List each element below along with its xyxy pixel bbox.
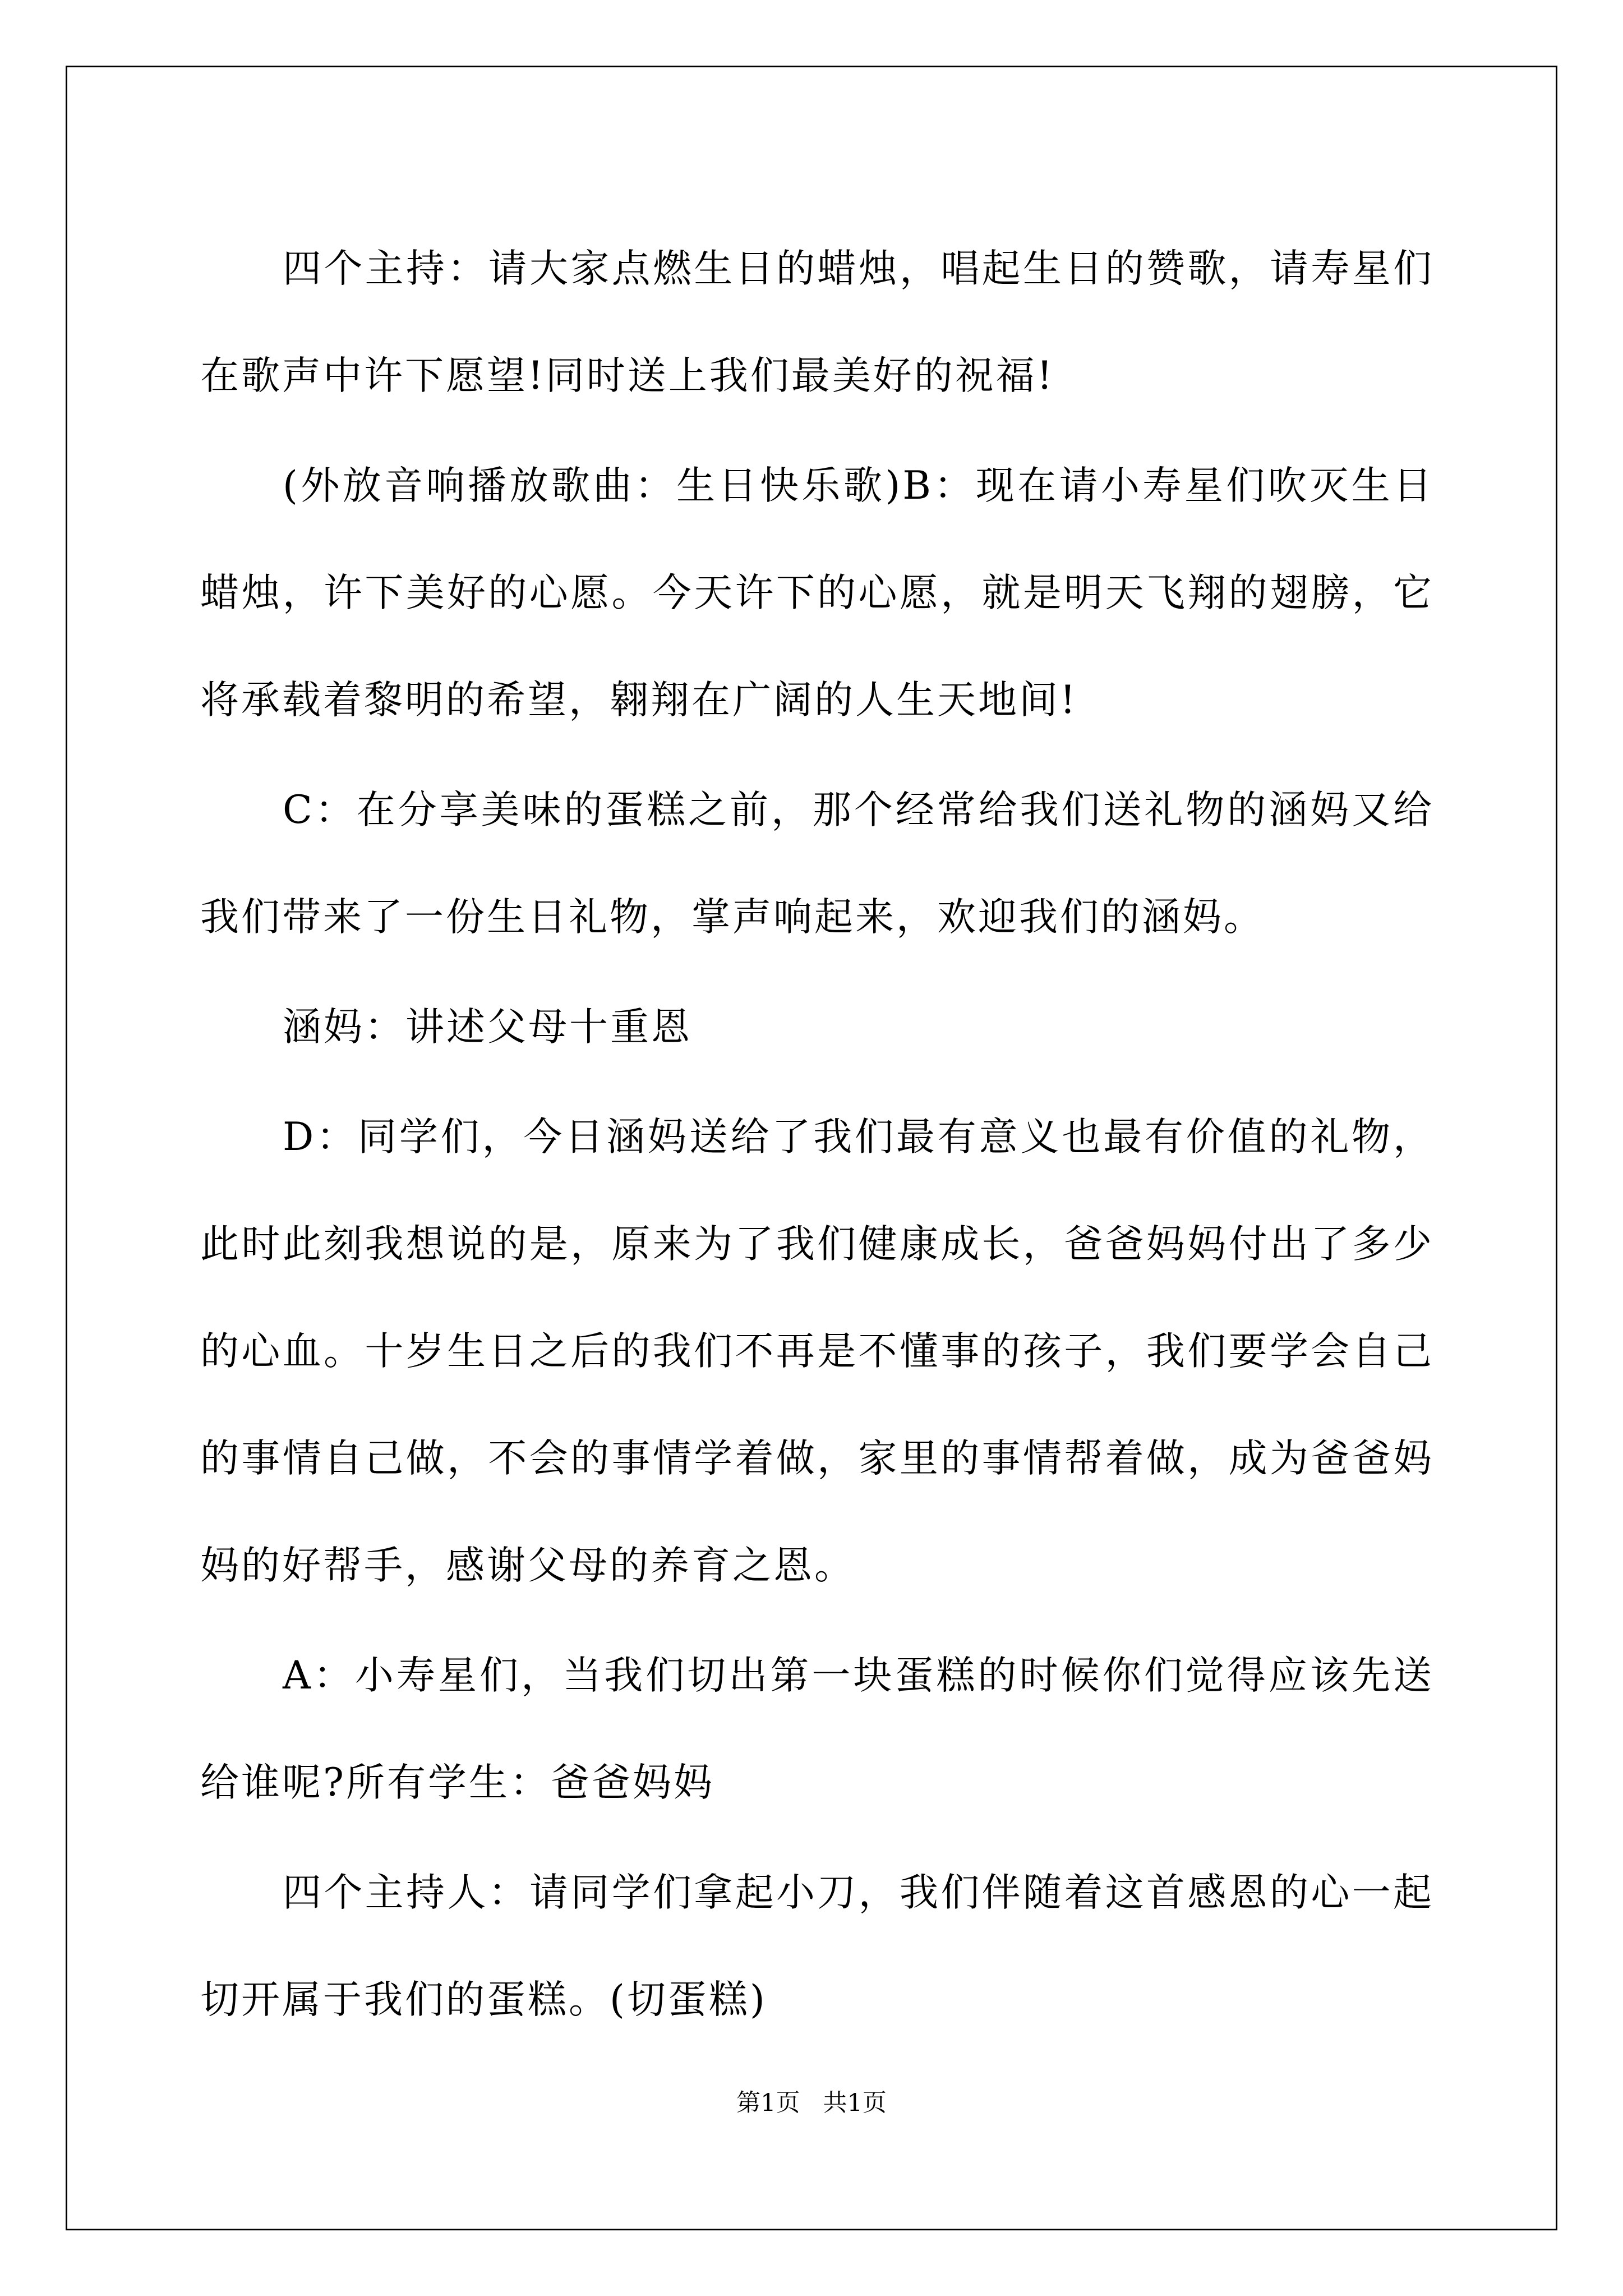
paragraph: D：同学们，今日涵妈送给了我们最有意义也最有价值的礼物，此时此刻我想说的是，原来为了我们健康成长，爸爸妈妈付出了多少的心血。十岁生日之后的我们不再是不懂事的孩子，我们要学会自己的事情自己做，不会的事情学着做，家里的事情帮着做，成为爸爸妈妈的好帮手，感谢父母的养育之恩。 [200, 1115, 1434, 1588]
paragraph: 涵妈：讲述父母十重恩 [283, 1005, 692, 1050]
paragraph: C：在分享美味的蛋糕之前，那个经常给我们送礼物的涵妈又给我们带来了一份生日礼物，掌声响起来，欢迎我们的涵妈。 [200, 788, 1434, 940]
paragraph: (外放音响播放歌曲：生日快乐歌)B：现在请小寿星们吹灭生日蜡烛，许下美好的心愿。今天许下的心愿，就是明天飞翔的翅膀，它将承载着黎明的希望，翱翔在广阔的人生天地间! [200, 463, 1434, 723]
document-body [200, 215, 1434, 2056]
paragraph: A：小寿星们，当我们切出第一块蛋糕的时候你们觉得应该先送给谁呢?所有学生：爸爸妈妈 [200, 1653, 1434, 1805]
paragraph: 四个主持人：请同学们拿起小刀，我们伴随着这首感恩的心一起切开属于我们的蛋糕。(切蛋糕) [200, 1870, 1434, 2022]
paragraph: 四个主持：请大家点燃生日的蜡烛，唱起生日的赞歌，请寿星们在歌声中许下愿望!同时送上我们最美好的祝福! [200, 246, 1434, 398]
page-footer: 第1页 共1页 [736, 2089, 887, 2117]
